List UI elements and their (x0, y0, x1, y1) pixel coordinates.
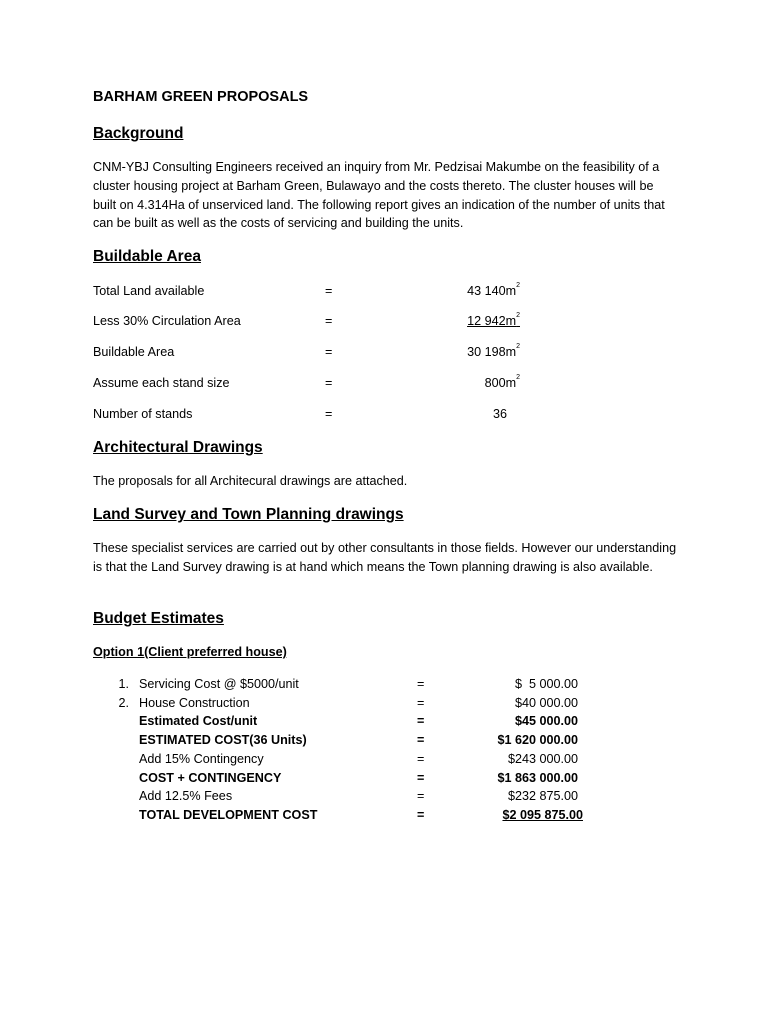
buildable-row (93, 284, 533, 300)
equals-sign: = (325, 284, 333, 298)
buildable-row (93, 345, 533, 361)
budget-row (115, 808, 585, 824)
budget-row (115, 752, 585, 768)
equals-sign: = (325, 314, 333, 328)
land-survey-heading: Land Survey and Town Planning drawings (93, 506, 404, 523)
budget-row-value: $243 000.00 (507, 752, 578, 766)
equals-sign: = (417, 677, 425, 691)
budget-row-number: 2. (118, 696, 129, 710)
budget-row (115, 789, 585, 805)
budget-row (115, 714, 585, 730)
budget-row-value: $1 620 000.00 (497, 733, 578, 747)
budget-row-label: Estimated Cost/unit (139, 714, 258, 728)
buildable-row (93, 376, 533, 392)
buildable-row-label: Assume each stand size (93, 376, 230, 390)
land-survey-paragraph: These specialist services are carried out by other consultants in those fields. However our understanding is that the Land Survey drawing is at hand which means the Town planning drawing is also available. (93, 541, 677, 574)
budget-row-label: Add 15% Contingency (139, 752, 264, 766)
budget-row-label: Servicing Cost @ $5000/unit (139, 677, 299, 691)
buildable-row (93, 407, 533, 423)
buildable-row-label: Total Land available (93, 284, 205, 298)
buildable-row-label: Buildable Area (93, 345, 175, 359)
equals-sign: = (325, 376, 333, 390)
budget-row-label: House Construction (139, 696, 250, 710)
budget-row-label: ESTIMATED COST(36 Units) (139, 733, 307, 747)
budget-estimates-heading: Budget Estimates (93, 610, 224, 627)
budget-row-label: COST + CONTINGENCY (139, 771, 282, 785)
buildable-row-label: Number of stands (93, 407, 193, 421)
equals-sign: = (417, 714, 425, 728)
buildable-row-value: $800m^2$ (484, 374, 520, 390)
buildable-row-value: 12 $942m^2$ (467, 312, 520, 328)
buildable-row-value: 36 (492, 407, 507, 421)
budget-row-number: 1. (118, 677, 129, 691)
buildable-area-heading: Buildable Area (93, 248, 201, 265)
document-title: BARHAM GREEN PROPOSALS (93, 89, 309, 105)
budget-row-value: $232 875.00 (507, 789, 578, 803)
equals-sign: = (417, 696, 425, 710)
budget-row-value: $45 000.00 (514, 714, 578, 728)
architectural-paragraph: The proposals for all Architecural drawings are attached. (93, 474, 408, 488)
architectural-drawings-heading: Architectural Drawings (93, 439, 263, 456)
budget-row-value: $40 000.00 (514, 696, 578, 710)
budget-row (115, 733, 585, 749)
equals-sign: = (417, 733, 425, 747)
budget-row (115, 677, 585, 693)
budget-row-value: $ 5 000.00 (514, 677, 578, 691)
budget-row-value: $2 095 875.00 (502, 808, 583, 822)
equals-sign: = (417, 808, 425, 822)
budget-row (115, 696, 585, 712)
budget-row-label: TOTAL DEVELOPMENT COST (139, 808, 318, 822)
background-paragraph: CNM-YBJ Consulting Engineers received an inquiry from Mr. Pedzisai Makumbe on the feasibility of a cluster housing project at Barham Green, Bulawayo and the costs thereto. The cluster houses will be built on 4.314Ha of unserviced land. The following report gives an indication of the number of units that can be built as well as the costs of servicing and building the units. (93, 160, 665, 231)
background-heading: Background (93, 125, 184, 142)
buildable-row-label: Less 30% Circulation Area (93, 314, 241, 328)
equals-sign: = (417, 771, 425, 785)
buildable-row-value: 30 $198m^2$ (467, 343, 520, 359)
equals-sign: = (325, 407, 333, 421)
option-1-title: Option 1(Client preferred house) (93, 645, 287, 659)
equals-sign: = (417, 752, 425, 766)
budget-row-label: Add 12.5% Fees (139, 789, 233, 803)
equals-sign: = (417, 789, 425, 803)
buildable-row-value: 43 $140m^2$ (467, 282, 520, 298)
equals-sign: = (325, 345, 333, 359)
budget-row-value: $1 863 000.00 (497, 771, 578, 785)
budget-row (115, 771, 585, 787)
buildable-row (93, 314, 533, 330)
